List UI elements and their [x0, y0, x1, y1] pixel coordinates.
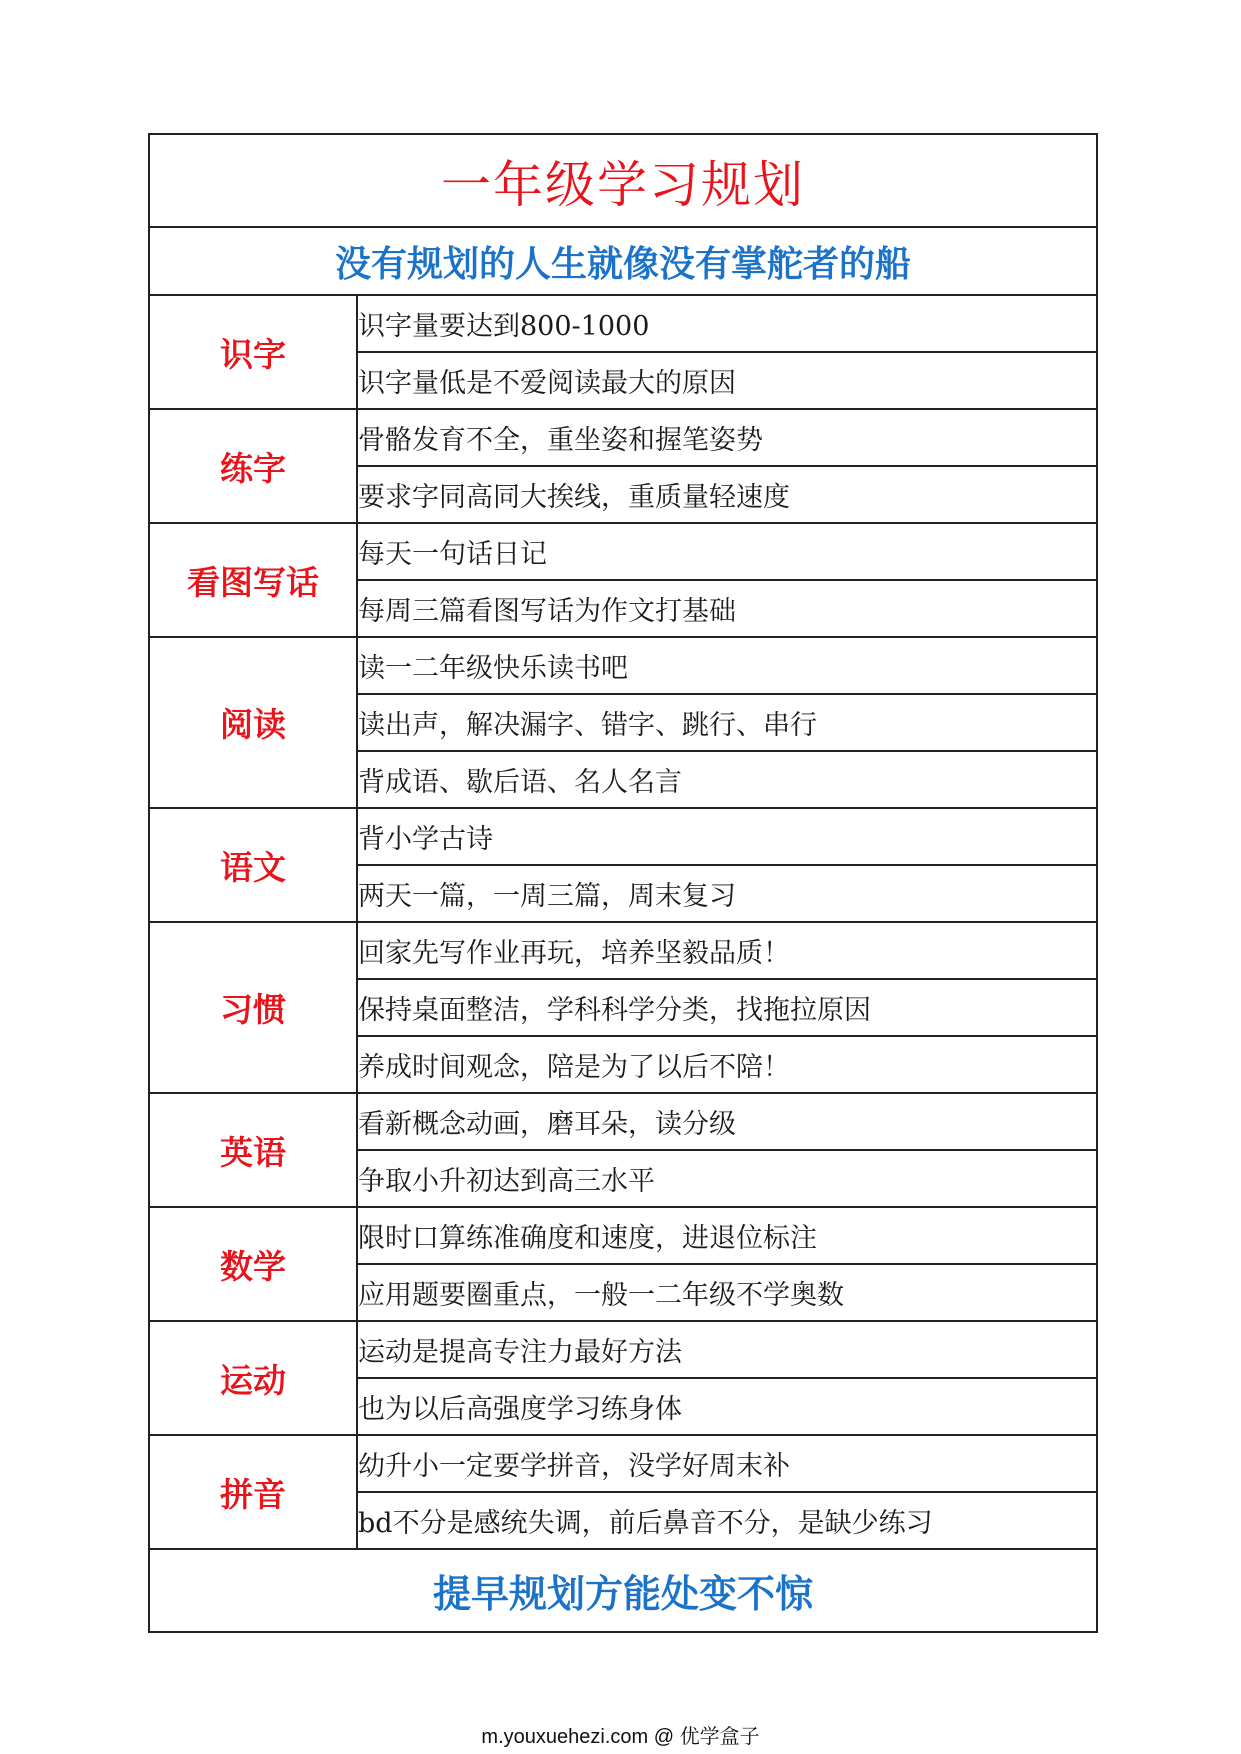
table-row	[149, 523, 1097, 580]
table-row	[149, 295, 1097, 352]
table-row	[149, 922, 1097, 979]
motto-row	[149, 227, 1097, 295]
plan-item: 也为以后高强度学习练身体	[358, 1394, 682, 1425]
table-row	[149, 1093, 1097, 1150]
page-title: 一年级学习规划	[441, 155, 805, 214]
table-row	[149, 1207, 1097, 1264]
plan-item: 应用题要圈重点，一般一二年级不学奥数	[358, 1280, 844, 1311]
category-label: 数学	[220, 1246, 286, 1286]
category-label: 运动	[220, 1360, 286, 1400]
plan-item: 两天一篇，一周三篇，周末复习	[358, 881, 736, 912]
footer-row	[149, 1549, 1097, 1632]
category-label: 习惯	[220, 990, 286, 1029]
plan-item: 要求字同高同大挨线，重质量轻速度	[358, 482, 790, 513]
plan-item: 保持桌面整洁，学科科学分类，找拖拉原因	[358, 995, 871, 1026]
plan-item: 限时口算练准确度和速度，进退位标注	[358, 1223, 817, 1254]
plan-item: 回家先写作业再玩，培养坚毅品质！	[358, 938, 790, 969]
category-label: 语文	[220, 847, 286, 887]
table-row	[149, 637, 1097, 694]
watermark: m.youxuehezi.com @ 优学盒子	[481, 1726, 760, 1748]
plan-item: 看新概念动画，磨耳朵，读分级	[358, 1109, 736, 1140]
table-row	[149, 409, 1097, 466]
plan-item: 读一二年级快乐读书吧	[358, 653, 628, 684]
plan-item: 背成语、歇后语、名人名言	[358, 767, 682, 798]
category-label: 英语	[220, 1132, 286, 1172]
plan-item: 读出声，解决漏字、错字、跳行、串行	[358, 710, 817, 741]
plan-item: 养成时间观念，陪是为了以后不陪！	[358, 1052, 790, 1083]
category-label: 识字	[220, 334, 286, 374]
plan-item: 每周三篇看图写话为作文打基础	[358, 596, 736, 627]
category-label: 阅读	[220, 705, 286, 744]
study-plan-table	[148, 133, 1098, 1633]
category-label: 练字	[220, 448, 286, 488]
plan-item: 争取小升初达到高三水平	[358, 1166, 655, 1197]
motto-text: 没有规划的人生就像没有掌舵者的船	[334, 243, 911, 285]
plan-item: 运动是提高专注力最好方法	[358, 1337, 682, 1368]
plan-item: 每天一句话日记	[358, 539, 547, 570]
plan-item: 识字量要达到800-1000	[358, 311, 650, 342]
plan-item: 识字量低是不爱阅读最大的原因	[358, 368, 736, 399]
footer-slogan: 提早规划方能处变不惊	[432, 1572, 813, 1616]
plan-item: 幼升小一定要学拼音，没学好周末补	[358, 1451, 790, 1482]
plan-item: 背小学古诗	[358, 824, 493, 855]
category-label: 看图写话	[187, 562, 319, 602]
category-label: 拼音	[220, 1474, 286, 1514]
plan-item: bd不分是感统失调，前后鼻音不分，是缺少练习	[358, 1508, 933, 1539]
title-row	[149, 134, 1097, 227]
table-row	[149, 808, 1097, 865]
plan-item: 骨骼发育不全，重坐姿和握笔姿势	[358, 425, 763, 456]
table-row	[149, 1321, 1097, 1378]
table-row	[149, 1435, 1097, 1492]
